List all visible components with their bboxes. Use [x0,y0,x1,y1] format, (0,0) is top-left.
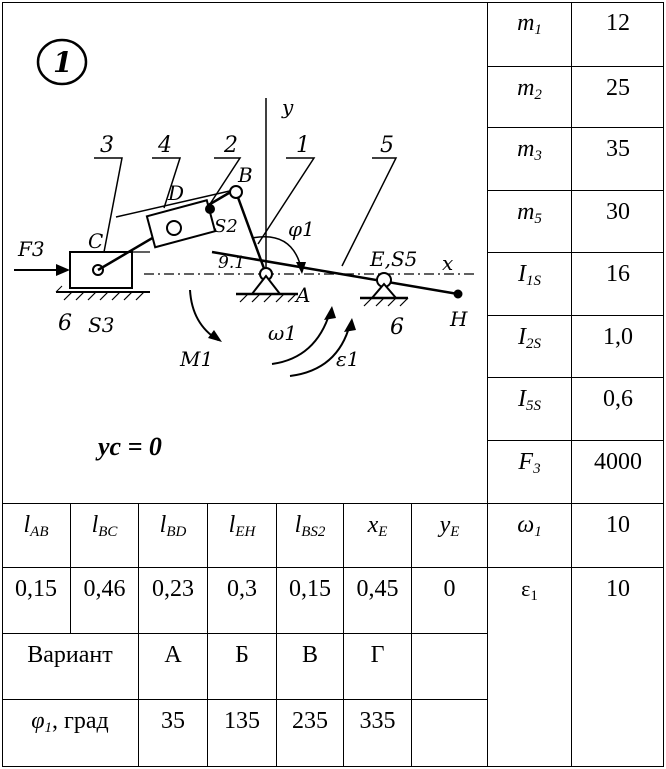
variant-a: А [164,642,182,668]
angle-b: 135 [224,708,260,734]
angle-v: 235 [292,708,328,734]
label-theta1: 9.1 [218,253,246,273]
param-m1-value: 12 [606,10,630,36]
param-f3-name: $F_3$ [518,449,541,477]
mechanism-diagram [4,4,486,500]
value-lab: 0,15 [15,576,57,602]
param-eps1-name: $\varepsilon_1$ [521,576,538,604]
header-lbc: $l_{BC}$ [91,512,118,540]
label-phi1: φ1 [288,217,315,241]
support-e [372,284,396,298]
label-c: C [88,229,104,253]
label-3: 3 [100,133,114,158]
param-eps1-value: 10 [606,576,630,602]
ground-hatch [64,292,144,300]
param-i1s-name: $I_{1S}$ [518,261,541,289]
header-lab: $l_{AB}$ [23,512,49,540]
param-m1-name: $m_1$ [517,10,542,38]
param-omega1-name: $\omega_1$ [517,512,542,540]
label-s3: S3 [88,313,115,337]
value-leh: 0,3 [227,576,257,602]
label-omega1: ω1 [268,321,298,345]
label-e-s5: E,S5 [370,247,418,271]
param-m3-value: 35 [606,136,630,162]
label-2: 2 [224,133,238,158]
label-h: H [450,307,468,331]
label-6-right: 6 [390,315,404,340]
header-lbd: $l_{BD}$ [159,512,187,540]
point-h [455,291,462,298]
label-a: A [296,283,311,307]
header-lbs2: $l_{BS2}$ [294,512,326,540]
slider-c-block [70,252,132,288]
force-f3-label: F3 [18,237,45,261]
param-omega1-value: 10 [606,512,630,538]
variant-label: Вариант [27,642,113,668]
label-m1: M1 [180,347,214,371]
label-5: 5 [380,133,394,158]
param-i2s-name: $I_{2S}$ [518,324,541,352]
param-m2-value: 25 [606,75,630,101]
label-epsilon1: ε1 [336,347,360,371]
label-b: B [238,163,253,187]
constraint-label: yc = 0 [98,432,162,461]
header-ye: $y_E$ [439,512,460,540]
header-xe: $x_E$ [367,512,388,540]
variant-g: Г [370,642,385,668]
variant-b: Б [235,642,249,668]
param-i5s-value: 0,6 [603,386,633,412]
label-6-left: 6 [58,311,72,336]
value-lbs2: 0,15 [289,576,331,602]
label-4: 4 [158,133,172,158]
param-m2-name: $m_2$ [517,75,542,103]
angle-g: 335 [359,708,396,734]
label-s2: S2 [214,216,238,237]
x-axis-label: x [442,251,454,275]
angle-a: 35 [161,708,185,734]
label-1: 1 [296,133,310,158]
param-i5s-name: $I_{5S}$ [518,386,541,414]
value-lbc: 0,46 [83,576,126,602]
y-axis-label: y [282,95,294,119]
param-i2s-value: 1,0 [603,324,633,350]
param-f3-value: 4000 [594,449,642,475]
link-5 [212,252,458,294]
param-i1s-value: 16 [606,261,630,287]
param-m5-value: 30 [606,199,630,225]
value-lbd: 0,23 [152,576,194,602]
value-ye: 0 [443,576,456,602]
support-a [252,276,280,294]
point-s2 [206,205,214,213]
joint-b [230,186,242,198]
param-m3-name: $m_3$ [517,136,542,164]
header-leh: $l_{EH}$ [228,512,256,540]
variant-number: 1 [53,46,73,79]
value-xe: 0,45 [356,576,399,602]
label-d: D [168,181,185,205]
param-m5-name: $m_5$ [517,199,542,227]
variant-v: В [301,642,318,668]
angle-label: $\varphi_1$, град [31,708,109,736]
